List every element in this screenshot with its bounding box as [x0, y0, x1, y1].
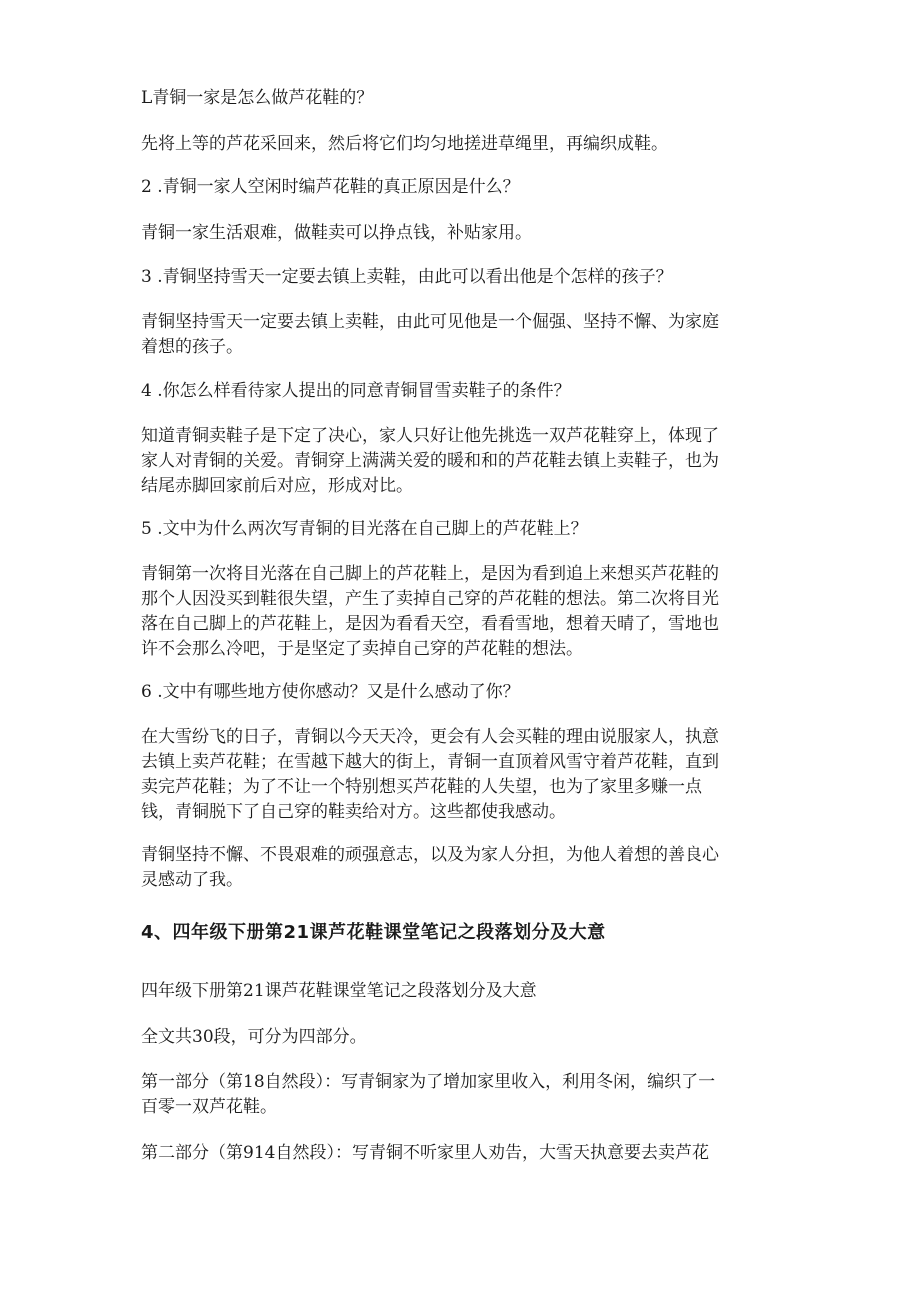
paragraph-summary: 全文共30段，可分为四部分。	[141, 1027, 367, 1047]
paragraph-a4-line1: 知道青铜卖鞋子是下定了决心，家人只好让他先挑选一双芦花鞋穿上，体现了	[141, 426, 719, 446]
paragraph-part1-line2: 百零一双芦花鞋。	[141, 1097, 277, 1117]
paragraph-q6: 6 .文中有哪些地方使你感动？又是什么感动了你？	[141, 682, 520, 702]
paragraph-part2-line1: 第二部分（第914自然段）：写青铜不听家里人劝告，大雪天执意要去卖芦花	[141, 1143, 709, 1163]
paragraph-q5: 5 .文中为什么两次写青铜的目光落在自己脚上的芦花鞋上？	[141, 519, 588, 539]
paragraph-a5-line2: 那个人因没买到鞋很失望，产生了卖掉自己穿的芦花鞋的想法。第二次将目光	[141, 589, 719, 609]
paragraph-a6-line3: 卖完芦花鞋；为了不让一个特别想买芦花鞋的人失望，也为了家里多赚一点	[141, 777, 702, 797]
paragraph-a6-line1: 在大雪纷飞的日子，青铜以今天天冷，更会有人会买鞋的理由说服家人，执意	[141, 727, 719, 747]
paragraph-a1: 先将上等的芦花采回来，然后将它们均匀地搓进草绳里，再编织成鞋。	[141, 134, 668, 154]
paragraph-a7-line2: 灵感动了我。	[141, 870, 243, 890]
paragraph-subtitle: 四年级下册第21课芦花鞋课堂笔记之段落划分及大意	[141, 981, 537, 1001]
paragraph-a6-line4: 钱，青铜脱下了自己穿的鞋卖给对方。这些都使我感动。	[141, 802, 566, 822]
paragraph-a5-line1: 青铜第一次将目光落在自己脚上的芦花鞋上，是因为看到追上来想买芦花鞋的	[141, 564, 719, 584]
paragraph-a2: 青铜一家生活艰难，做鞋卖可以挣点钱，补贴家用。	[141, 223, 532, 243]
paragraph-a5-line3: 落在自己脚上的芦花鞋上，是因为看看天空，看看雪地，想着天晴了，雪地也	[141, 614, 719, 634]
paragraph-a6-line2: 去镇上卖芦花鞋；在雪越下越大的街上，青铜一直顶着风雪守着芦花鞋，直到	[141, 752, 719, 772]
paragraph-q1: L青铜一家是怎么做芦花鞋的？	[141, 88, 374, 108]
paragraph-a4-line2: 家人对青铜的关爱。青铜穿上满满关爱的暖和和的芦花鞋去镇上卖鞋子，也为	[141, 451, 719, 471]
paragraph-a7-line1: 青铜坚持不懈、不畏艰难的顽强意志，以及为家人分担，为他人着想的善良心	[141, 845, 719, 865]
paragraph-part1-line1: 第一部分（第18自然段）：写青铜家为了增加家里收入，利用冬闲，编织了一	[141, 1072, 716, 1092]
paragraph-q2: 2 .青铜一家人空闲时编芦花鞋的真正原因是什么？	[141, 177, 520, 197]
paragraph-a4-line3: 结尾赤脚回家前后对应，形成对比。	[141, 476, 413, 496]
section-heading: 4、四年级下册第21课芦花鞋课堂笔记之段落划分及大意	[141, 922, 606, 943]
paragraph-a3-line1: 青铜坚持雪天一定要去镇上卖鞋，由此可见他是一个倔强、坚持不懈、为家庭	[141, 312, 719, 332]
paragraph-q4: 4 .你怎么样看待家人提出的同意青铜冒雪卖鞋子的条件？	[141, 381, 571, 401]
paragraph-a3-line2: 着想的孩子。	[141, 337, 243, 357]
paragraph-a5-line4: 许不会那么冷吧，于是坚定了卖掉自己穿的芦花鞋的想法。	[141, 639, 583, 659]
paragraph-q3: 3 .青铜坚持雪天一定要去镇上卖鞋，由此可以看出他是个怎样的孩子？	[141, 267, 673, 287]
